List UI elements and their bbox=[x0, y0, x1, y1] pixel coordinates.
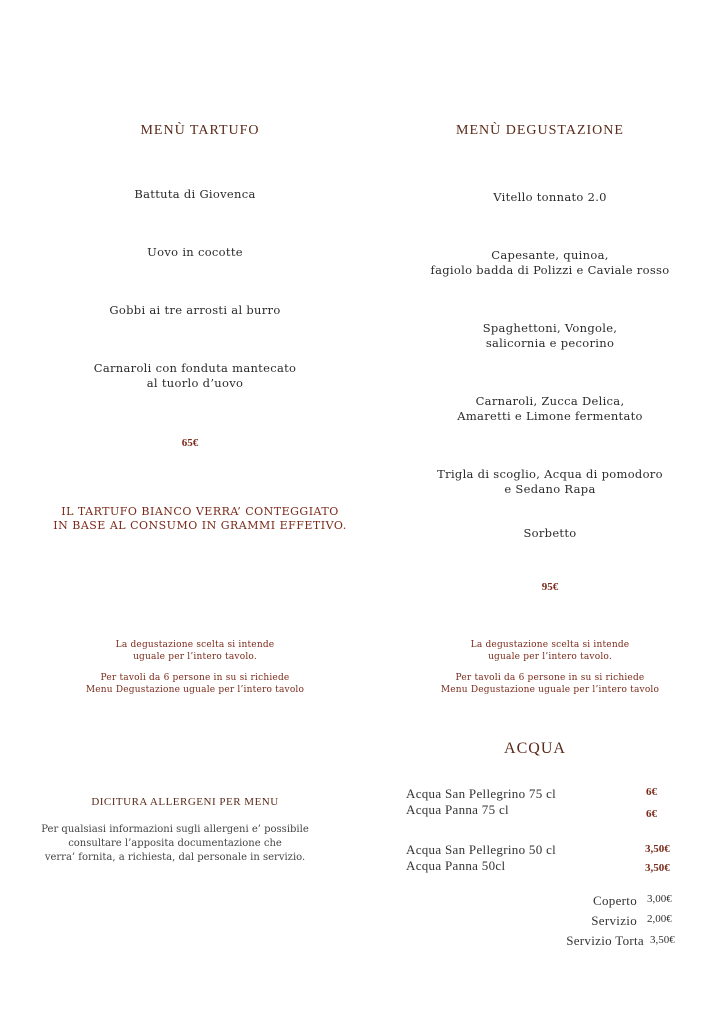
tartufo-info-2: Per tavoli da 6 persone in su si richiede Menu Degustazione uguale per l’intero tavolo bbox=[85, 673, 305, 695]
degustazione-item: Carnaroli, Zucca Delica, Amaretti e Limone fermentato bbox=[457, 394, 643, 423]
acqua-row-name: Acqua San Pellegrino 50 cl bbox=[406, 842, 557, 857]
acqua-row-name: Acqua Panna 75 cl bbox=[406, 802, 509, 817]
acqua-row-price: 6€ bbox=[646, 786, 657, 798]
tartufo-item: Uovo in cocotte bbox=[147, 245, 243, 259]
fee-price: 3,50€ bbox=[650, 934, 675, 946]
acqua-row-name: Acqua San Pellegrino 75 cl bbox=[406, 786, 557, 801]
tartufo-info-1: La degustazione scelta si intende uguale per l’intero tavolo. bbox=[115, 640, 275, 662]
acqua-row-price: 6€ bbox=[646, 808, 657, 820]
fee-price: 2,00€ bbox=[647, 913, 672, 925]
degustazione-price: 95€ bbox=[541, 581, 559, 593]
tartufo-item: Gobbi ai tre arrosti al burro bbox=[109, 303, 281, 317]
acqua-title: ACQUA bbox=[504, 740, 566, 757]
degustazione-title: MENÙ DEGUSTAZIONE bbox=[456, 123, 624, 138]
degustazione-item: Vitello tonnato 2.0 bbox=[493, 190, 607, 204]
tartufo-item: Carnaroli con fonduta mantecato al tuorlo d’uovo bbox=[93, 361, 297, 390]
degustazione-info-1: La degustazione scelta si intende uguale per l’intero tavolo. bbox=[470, 640, 630, 662]
fee-name: Coperto bbox=[593, 893, 637, 908]
fee-name: Servizio Torta bbox=[566, 933, 644, 948]
tartufo-note: IL TARTUFO BIANCO VERRA’ CONTEGGIATO IN BASE AL CONSUMO IN GRAMMI EFFETIVO. bbox=[53, 505, 347, 532]
degustazione-item: Sorbetto bbox=[523, 526, 577, 540]
fee-price: 3,00€ bbox=[647, 893, 672, 905]
degustazione-item: Spaghettoni, Vongole, salicornia e pecorino bbox=[482, 321, 618, 350]
degustazione-item: Trigla di scoglio, Acqua di pomodoro e Sedano Rapa bbox=[437, 467, 663, 496]
acqua-row-price: 3,50€ bbox=[645, 843, 670, 855]
allergeni-title: DICITURA ALLERGENI PER MENU bbox=[91, 796, 279, 808]
fee-name: Servizio bbox=[591, 913, 637, 928]
acqua-row-name: Acqua Panna 50cl bbox=[406, 858, 506, 873]
tartufo-price: 65€ bbox=[181, 437, 199, 449]
allergeni-text: Per qualsiasi informazioni sugli allergeni e’ possibile consultare l’apposita documentazione che verra’ fornita, a richiesta, dal personale in servizio. bbox=[41, 824, 309, 863]
tartufo-title: MENÙ TARTUFO bbox=[140, 123, 260, 138]
acqua-row-price: 3,50€ bbox=[645, 862, 670, 874]
degustazione-info-2: Per tavoli da 6 persone in su si richiede Menu Degustazione uguale per l’intero tavolo bbox=[440, 673, 660, 695]
tartufo-item: Battuta di Giovenca bbox=[134, 187, 256, 201]
degustazione-item: Capesante, quinoa, fagiolo badda di Polizzi e Caviale rosso bbox=[430, 248, 670, 277]
